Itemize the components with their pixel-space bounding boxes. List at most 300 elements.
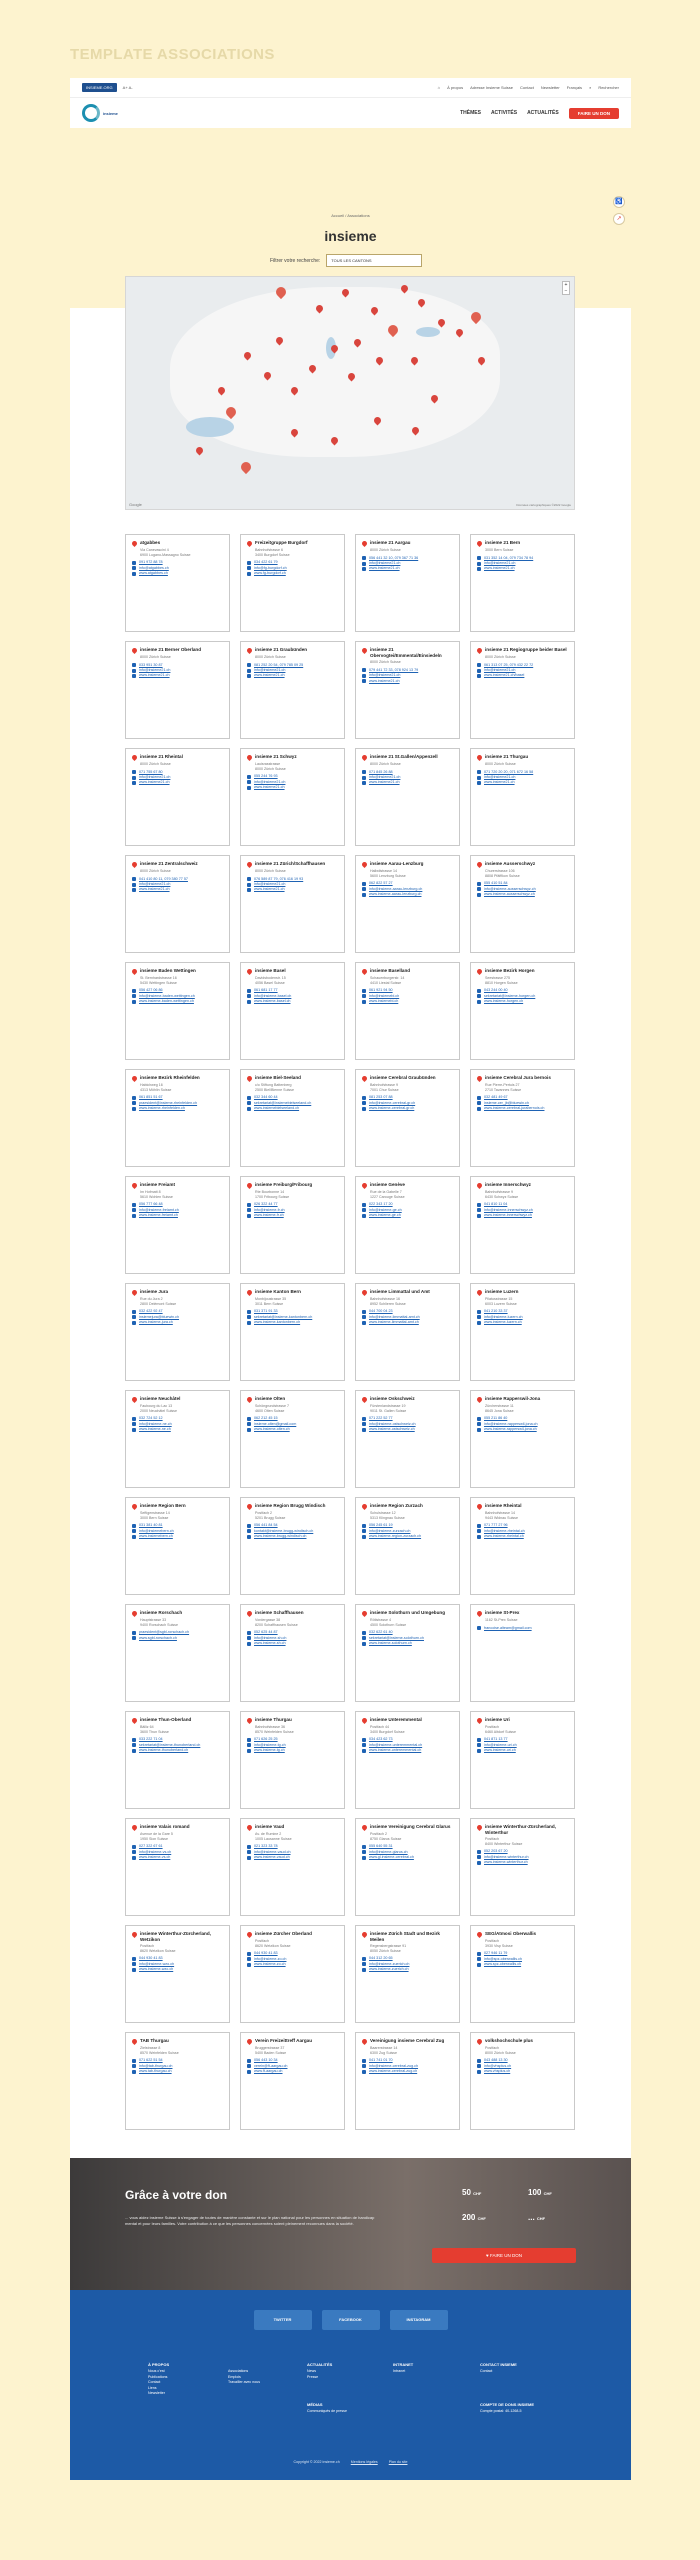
association-card: [125, 1283, 230, 1381]
mail-icon: [247, 1315, 251, 1319]
instagram-button[interactable]: INSTAGRAM: [390, 2310, 448, 2330]
association-address: 8000 Zürich Suisse: [485, 762, 516, 766]
top-link-contact[interactable]: Contact: [520, 85, 534, 90]
association-phone[interactable]: 043 488 13 30: [477, 2058, 569, 2063]
footer-link[interactable]: Contact: [148, 2380, 161, 2385]
association-email[interactable]: info@spz-oberwallis.ch: [477, 1957, 569, 1962]
globe-icon: [362, 1107, 366, 1111]
association-email[interactable]: info@insieme-rheintal.ch: [477, 1529, 569, 1534]
association-phone[interactable]: 071 845 26 88: [362, 770, 454, 775]
association-name: insieme Olten: [255, 1396, 286, 1401]
association-email[interactable]: info@insieme21.ch: [362, 561, 454, 566]
association-website[interactable]: www.insieme-aarau-lenzburg.ch: [362, 892, 454, 897]
association-email[interactable]: verein@ft-aargau.ch: [247, 2064, 339, 2069]
association-email[interactable]: info@insieme21.ch: [247, 780, 339, 785]
legal-link[interactable]: Mentions légales: [350, 2460, 378, 2464]
association-website[interactable]: www.insieme-solothurn.ch: [362, 1641, 454, 1646]
association-phone[interactable]: 081 252 20 54, 079 785 09 25: [247, 663, 339, 668]
filter-row: [270, 254, 422, 267]
donate-button[interactable]: FAIRE UN DON: [569, 108, 619, 119]
amount-option[interactable]: 50 CHF: [462, 2188, 482, 2197]
mail-icon: [477, 1101, 481, 1105]
association-phone[interactable]: 091 972 88 78: [132, 560, 224, 565]
association-phone[interactable]: 061 313 07 25, 079 432 22 72: [477, 663, 569, 668]
association-name: insieme Oskschweiz: [370, 1396, 415, 1401]
association-card: [355, 1604, 460, 1702]
association-name: insieme 21 Zürich/Schaffhausen: [255, 861, 326, 866]
association-website[interactable]: www.insieme-rheintal.ch: [477, 1534, 569, 1539]
footer-link[interactable]: News: [307, 2369, 316, 2374]
association-phone[interactable]: 081 253 07 88: [362, 1095, 454, 1100]
map-pin-icon: [131, 861, 138, 868]
association-email[interactable]: sekretariat@insieme-thunoberland.ch: [132, 1743, 224, 1748]
association-email[interactable]: info@insieme-innerschwyz.ch: [477, 1208, 569, 1213]
association-email[interactable]: sekretariat@insieme-solothurn.ch: [362, 1636, 454, 1641]
association-website[interactable]: www.insieme21.ch: [362, 679, 454, 684]
association-address: Postfach 8400 Winterthur Suisse: [485, 1837, 523, 1846]
association-card: [125, 748, 230, 846]
association-phone[interactable]: 056 441 32 10, 079 367 71 36: [362, 556, 454, 561]
zoom-controls[interactable]: + −: [562, 281, 570, 295]
association-phone[interactable]: 079 441 72 33, 078 924 13 79: [362, 668, 454, 673]
footer-link[interactable]: Newsletter: [148, 2391, 165, 2396]
map[interactable]: [125, 276, 575, 510]
association-email[interactable]: info@insieme-unteremmental.ch: [362, 1743, 454, 1748]
sitemap-link[interactable]: Plan du site: [388, 2460, 408, 2464]
association-email[interactable]: info@insieme-basel.ch: [247, 994, 339, 999]
association-name: insieme Ausserschwyz: [485, 861, 536, 866]
association-email[interactable]: info@insieme21.ch: [132, 882, 224, 887]
globe-icon: [247, 888, 251, 892]
phone-icon: [362, 556, 366, 560]
association-email[interactable]: insieme.olten@gmail.com: [247, 1422, 339, 1427]
association-phone[interactable]: 061 921 94 50: [362, 988, 454, 993]
insieme-org-badge[interactable]: INSIEME.ORG: [82, 83, 117, 92]
association-website[interactable]: www.insieme21.ch/basel: [477, 673, 569, 678]
globe-icon: [362, 1535, 366, 1539]
association-email[interactable]: info@insieme-rapperswil-jona.ch: [477, 1422, 569, 1427]
association-phone[interactable]: 031 371 91 33: [247, 1309, 339, 1314]
association-phone[interactable]: 052 625 44 87: [247, 1630, 339, 1635]
facebook-button[interactable]: FACEBOOK: [322, 2310, 380, 2330]
association-phone[interactable]: 032 622 61 40: [362, 1630, 454, 1635]
association-phone[interactable]: 031 381 40 81: [132, 1523, 224, 1528]
association-email[interactable]: info@insieme21.ch: [132, 668, 224, 673]
phone-icon: [477, 1096, 481, 1100]
canton-select[interactable]: TOUS LES CANTONS: [326, 254, 422, 267]
association-website[interactable]: www.vhsplus.ch: [477, 2069, 569, 2074]
home-icon[interactable]: ⌂: [437, 85, 441, 90]
mail-icon: [247, 1422, 251, 1426]
association-website[interactable]: www.insieme21.ch: [477, 566, 569, 571]
footer-link[interactable]: Liens: [148, 2385, 157, 2390]
association-email[interactable]: info@insieme-tg.ch: [247, 1743, 339, 1748]
top-link-newsletter[interactable]: Newsletter: [540, 85, 560, 90]
globe-icon: [247, 572, 251, 576]
association-phone[interactable]: 062 822 57 27: [362, 881, 454, 886]
phone-icon: [247, 663, 251, 667]
association-email[interactable]: info@insieme-wzo.ch: [132, 1962, 224, 1967]
association-email[interactable]: info@insieme-zuerich.ch: [362, 1962, 454, 1967]
association-phone[interactable]: 056 777 66 48: [132, 1202, 224, 1207]
association-phone[interactable]: 032 422 92 47: [132, 1309, 224, 1314]
association-name: insieme 21 Thurgau: [485, 754, 529, 759]
association-website[interactable]: www.insieme21.ch: [362, 566, 454, 571]
association-website[interactable]: www.fg-burgdorf.ch: [247, 571, 339, 576]
association-email[interactable]: info@insieme-aarau-lenzburg.ch: [362, 887, 454, 892]
association-phone[interactable]: 034 422 61 79: [247, 560, 339, 565]
association-website[interactable]: www.insieme-jura.ch: [132, 1320, 224, 1325]
mail-icon: [247, 883, 251, 887]
association-phone[interactable]: 076 589 87 79, 076 416 19 93: [247, 877, 339, 882]
association-email[interactable]: info@insieme-cerebral-zug.ch: [362, 2064, 454, 2069]
association-phone[interactable]: 021 323 33 78: [247, 1844, 339, 1849]
footer-link[interactable]: Travailler avec nous: [228, 2380, 261, 2385]
association-website[interactable]: www.insieme-horgen.ch: [477, 999, 569, 1004]
association-website[interactable]: www.sgbl-rorschach.ch: [132, 1636, 224, 1641]
association-name: insieme Biel-Seeland: [255, 1075, 301, 1080]
association-phone[interactable]: francoise.alteam@gmail.com: [477, 1626, 569, 1631]
association-email[interactable]: info@insieme-luzern.ch: [477, 1315, 569, 1320]
association-email[interactable]: info@insiemebl.ch: [362, 994, 454, 999]
association-website[interactable]: www.insieme-brugg-windisch.ch: [247, 1534, 339, 1539]
association-website[interactable]: www.insieme-cerebral-jurabernois.ch: [477, 1106, 569, 1111]
association-website[interactable]: www.insieme-ne.ch: [132, 1427, 224, 1432]
map-pin-icon: [476, 968, 483, 975]
association-phone[interactable]: 071 222 52 77: [362, 1416, 454, 1421]
association-website[interactable]: www.insieme21.ch: [362, 780, 454, 785]
association-phone[interactable]: 055 640 55 31: [362, 1844, 454, 1849]
association-website[interactable]: www.insieme-basel.ch: [247, 999, 339, 1004]
association-card: [355, 1176, 460, 1274]
association-name: insieme Valais romand: [140, 1824, 190, 1829]
phone-icon: [132, 1631, 136, 1635]
association-email[interactable]: info@insieme-limmattal-amt.ch: [362, 1315, 454, 1320]
association-address: Davidsbodenstr. 15 4056 Basel Suisse: [255, 976, 286, 985]
association-phone[interactable]: 022 343 17 20: [362, 1202, 454, 1207]
association-email[interactable]: info@insieme-freiamt.ch: [132, 1208, 224, 1213]
association-email[interactable]: info@insieme-vs.ch: [132, 1850, 224, 1855]
twitter-button[interactable]: TWITTER: [254, 2310, 312, 2330]
association-email[interactable]: info@insieme-ostschweiz.ch: [362, 1422, 454, 1427]
footer-link[interactable]: Associations: [228, 2369, 249, 2374]
association-phone[interactable]: 027 946 11 79: [477, 1951, 569, 1956]
footer-link[interactable]: Contact: [480, 2369, 493, 2374]
association-website[interactable]: www.insieme21.ch: [247, 673, 339, 678]
association-phone[interactable]: 044 930 41 83: [132, 1956, 224, 1961]
association-address: St. Bernhardstrasse 16 5430 Wettingen Suisse: [140, 976, 177, 985]
association-phone[interactable]: 055 410 51 84: [477, 881, 569, 886]
association-email[interactable]: praesident@insieme-rheinfelden.ch: [132, 1101, 224, 1106]
association-website[interactable]: www.insieme-baden-wettingen.ch: [132, 999, 224, 1004]
association-website[interactable]: www.insieme-vs.ch: [132, 1855, 224, 1860]
association-email[interactable]: info@insieme-ge.ch: [362, 1208, 454, 1213]
association-name: insieme 21 Aargau: [370, 540, 411, 545]
association-email[interactable]: info@insieme-uri.ch: [477, 1743, 569, 1748]
association-website[interactable]: www.insieme-freiamt.ch: [132, 1213, 224, 1218]
accessibility-icon[interactable]: ♿: [613, 196, 625, 208]
phone-icon: [477, 1310, 481, 1314]
top-link-adresse[interactable]: Adresse Insieme Suisse: [470, 85, 514, 90]
association-website[interactable]: www.insiemebielseeland.ch: [247, 1106, 339, 1111]
association-website[interactable]: www.insieme-zo.ch: [247, 1962, 339, 1967]
map-pin-icon: [361, 1931, 368, 1938]
phone-icon: [132, 1096, 136, 1100]
association-phone[interactable]: 041 210 33 37: [477, 1309, 569, 1314]
association-website[interactable]: www.insieme-zuerich.ch: [362, 1967, 454, 1972]
footer-link[interactable]: Publications: [148, 2374, 168, 2379]
map-pin-icon: [131, 2038, 138, 2045]
mail-icon: [477, 1957, 481, 1961]
association-phone[interactable]: 056 427 06 86: [132, 988, 224, 993]
association-phone[interactable]: 056 443 10 34: [247, 2058, 339, 2063]
association-website[interactable]: www.insieme-luzern.ch: [477, 1320, 569, 1325]
phone-icon: [247, 1631, 251, 1635]
association-phone[interactable]: 044 930 41 83: [247, 1951, 339, 1956]
association-website[interactable]: www.insieme-fr.ch: [247, 1213, 339, 1218]
footer-link[interactable]: Nous c'est: [148, 2369, 165, 2374]
association-website[interactable]: www.insieme-rapperswil-jona.ch: [477, 1427, 569, 1432]
association-email[interactable]: info@insieme21.ch: [477, 561, 569, 566]
map-pin-icon: [476, 1075, 483, 1082]
association-website[interactable]: www.insieme-ge.ch: [362, 1213, 454, 1218]
association-email[interactable]: info@insiemebern.ch: [132, 1529, 224, 1534]
association-website[interactable]: www.insiemebern.ch: [132, 1534, 224, 1539]
association-phone[interactable]: 026 322 44 77: [247, 1202, 339, 1207]
association-phone[interactable]: 055 244 76 93: [247, 774, 339, 779]
search-icon[interactable]: ⌕: [589, 85, 592, 90]
association-website[interactable]: www.insieme-cerebral-gr.ch: [362, 1106, 454, 1111]
association-email[interactable]: info@vhsplus.ch: [477, 2064, 569, 2069]
map-marker[interactable]: [195, 446, 205, 456]
association-email[interactable]: info@insieme21.ch: [247, 882, 339, 887]
search-link[interactable]: Rechercher: [598, 85, 619, 90]
association-website[interactable]: www.insieme21.ch: [477, 780, 569, 785]
association-email[interactable]: info@insieme-winterthur.ch: [477, 1855, 569, 1860]
association-phone[interactable]: 027 322 67 61: [132, 1844, 224, 1849]
association-phone[interactable]: 041 410 80 11, 079 380 77 57: [132, 877, 224, 882]
association-website[interactable]: www.insieme-thunoberland.ch: [132, 1748, 224, 1753]
association-website[interactable]: www.insieme-kantonbern.ch: [247, 1320, 339, 1325]
association-phone[interactable]: 062 212 45 15: [247, 1416, 339, 1421]
association-phone[interactable]: 061 851 51 67: [132, 1095, 224, 1100]
nav-item-actualites[interactable]: ACTUALITÉS: [527, 110, 559, 116]
map-pin-icon: [361, 861, 368, 868]
association-card: [355, 641, 460, 739]
association-phone[interactable]: 056 245 61 19: [362, 1523, 454, 1528]
association-email[interactable]: info@insieme-zo.ch: [247, 1957, 339, 1962]
association-website[interactable]: www.insieme21.ch: [247, 785, 339, 790]
association-website[interactable]: www.insieme-olten.ch: [247, 1427, 339, 1432]
association-website[interactable]: www.ft-aargau.ch: [247, 2069, 339, 2074]
association-email[interactable]: info@insieme21.ch: [477, 775, 569, 780]
footer-link[interactable]: Emplois: [228, 2374, 241, 2379]
mail-icon: [477, 1529, 481, 1533]
association-name: insieme Thurgau: [255, 1717, 292, 1722]
association-phone[interactable]: 043 244 00 40: [477, 988, 569, 993]
association-email[interactable]: info@atgabbes.ch: [132, 566, 224, 571]
association-website[interactable]: www.insieme-limmattal-amt.ch: [362, 1320, 454, 1325]
association-website[interactable]: www.insieme21.ch: [132, 780, 224, 785]
phone-icon: [247, 2059, 251, 2063]
association-email[interactable]: info@fg-burgdorf.ch: [247, 566, 339, 571]
mail-icon: [132, 1850, 136, 1854]
map-lake: [416, 327, 440, 337]
page: [70, 78, 631, 2480]
association-email[interactable]: info@insieme-glarus.ch: [362, 1850, 454, 1855]
association-phone[interactable]: 044 700 04 23: [362, 1309, 454, 1314]
phone-icon: [362, 1845, 366, 1849]
association-phone[interactable]: 071 626 25 25: [247, 1737, 339, 1742]
association-email[interactable]: info@insieme21.ch: [247, 668, 339, 673]
association-email[interactable]: sekretariat@insieme-horgen.ch: [477, 994, 569, 999]
language-select[interactable]: Français: [566, 85, 583, 90]
association-phone[interactable]: 071 622 51 54: [132, 2058, 224, 2063]
association-website[interactable]: www.insieme-unteremmental.ch: [362, 1748, 454, 1753]
association-email[interactable]: info@insieme-zurzach.ch: [362, 1529, 454, 1534]
association-phone[interactable]: 061 681 17 77: [247, 988, 339, 993]
association-email[interactable]: info@insieme21.ch: [362, 673, 454, 678]
association-phone[interactable]: 041 810 11 04: [477, 1202, 569, 1207]
association-phone[interactable]: 032 344 60 44: [247, 1095, 339, 1100]
association-website[interactable]: www.insieme-winterthur.ch: [477, 1860, 569, 1865]
association-name: Vereinigung insieme Cerebral Zug: [370, 2038, 445, 2043]
association-address: Postfach 8620 Wetzikon Suisse: [140, 1944, 176, 1953]
association-website[interactable]: www.insieme-ostschweiz.ch: [362, 1427, 454, 1432]
association-phone[interactable]: 032 724 52 12: [132, 1416, 224, 1421]
globe-icon: [247, 1535, 251, 1539]
association-website[interactable]: www.insieme-region-zurzach.ch: [362, 1534, 454, 1539]
association-website[interactable]: www.insieme21.ch: [132, 673, 224, 678]
association-website[interactable]: www.insieme-tg.ch: [247, 1748, 339, 1753]
nav-item-themes[interactable]: THÈMES: [460, 110, 481, 116]
association-email[interactable]: info@insieme21.ch: [362, 775, 454, 780]
association-email[interactable]: info@insieme21.ch: [477, 668, 569, 673]
phone-icon: [477, 770, 481, 774]
association-phone[interactable]: 032 481 49 67: [477, 1095, 569, 1100]
map-marker[interactable]: [239, 460, 253, 474]
nav-item-activites[interactable]: ACTIVITÉS: [490, 110, 518, 116]
footer: [70, 2290, 631, 2480]
association-card: [125, 962, 230, 1060]
association-phone[interactable]: 071 720 20 20, 071 672 16 58: [477, 770, 569, 775]
association-phone[interactable]: praesident@sgbl-rorschach.ch: [132, 1630, 224, 1635]
association-email[interactable]: kontakt@insieme-brugg-windisch.ch: [247, 1529, 339, 1534]
mail-icon: [477, 1743, 481, 1747]
globe-icon: [247, 786, 251, 790]
association-name: SEG/Atmosi Oberwallis: [485, 1931, 537, 1936]
association-website[interactable]: www.insiemebl.ch: [362, 999, 454, 1004]
association-email[interactable]: sekretariat@insieme-kantonbern.ch: [247, 1315, 339, 1320]
association-phone[interactable]: 071 755 67 80: [132, 770, 224, 775]
footer-link[interactable]: Intranet: [393, 2369, 406, 2374]
page-title: insieme: [324, 228, 377, 244]
association-website[interactable]: www.tab-thurgau.ch: [132, 2069, 224, 2074]
association-email[interactable]: info@insieme-cerebral-gr.ch: [362, 1101, 454, 1106]
association-website[interactable]: www.atgabbes.ch: [132, 571, 224, 576]
association-website[interactable]: www.insieme21.ch: [132, 887, 224, 892]
association-phone[interactable]: 044 312 20 65: [362, 1956, 454, 1961]
association-website[interactable]: www.insieme-uri.ch: [477, 1748, 569, 1753]
globe-icon: [477, 567, 481, 571]
association-email[interactable]: info@insieme-ne.ch: [132, 1422, 224, 1427]
map-pin-icon: [476, 1931, 483, 1938]
association-email[interactable]: info@insieme-sh.ch: [247, 1636, 339, 1641]
association-card: [355, 1283, 460, 1381]
association-address: Schöngrundstrasse 7 4600 Olten Suisse: [255, 1404, 289, 1413]
association-card: [470, 962, 575, 1060]
association-email[interactable]: info@insieme-baden-wettingen.ch: [132, 994, 224, 999]
association-website[interactable]: www.insieme-innerschwyz.ch: [477, 1213, 569, 1218]
association-phone[interactable]: 056 441 84 54: [247, 1523, 339, 1528]
google-logo: Google: [129, 502, 142, 507]
donation-section: [70, 2158, 631, 2290]
amount-option[interactable]: 200 CHF: [462, 2213, 486, 2222]
association-website[interactable]: www.gl.insieme-cerebral.ch: [362, 1855, 454, 1860]
association-phone[interactable]: 071 777 27 96: [477, 1523, 569, 1528]
association-phone[interactable]: 034 423 62 73: [362, 1737, 454, 1742]
association-email[interactable]: info@insieme-vaud.ch: [247, 1850, 339, 1855]
map-pin-icon: [476, 1289, 483, 1296]
mail-icon: [477, 994, 481, 998]
association-phone[interactable]: 031 352 14 04, 079 734 78 94: [477, 556, 569, 561]
top-link-apropos[interactable]: À propos: [447, 85, 464, 90]
association-website[interactable]: www.spz-oberwallis.ch: [477, 1962, 569, 1967]
contrast-toggle[interactable]: A+ A-: [122, 85, 133, 90]
association-website[interactable]: www.insieme-cerebral-zug.ch: [362, 2069, 454, 2074]
association-address: 1162 St-Prex Suisse: [485, 1618, 518, 1622]
association-website[interactable]: www.insieme-wzo.ch: [132, 1967, 224, 1972]
association-email[interactable]: sekretariat@insiemebielseeland.ch: [247, 1101, 339, 1106]
association-phone[interactable]: 041 741 01 70: [362, 2058, 454, 2063]
association-email[interactable]: info@insieme-ausserschwyz.ch: [477, 887, 569, 892]
association-phone[interactable]: 033 951 30 87: [132, 663, 224, 668]
amount-option[interactable]: 100 CHF: [528, 2188, 552, 2197]
association-email[interactable]: info@insieme-fr.ch: [247, 1208, 339, 1213]
association-website[interactable]: www.insieme-vaud.ch: [247, 1855, 339, 1860]
association-card: [355, 1818, 460, 1916]
association-name: insieme 21 Bern: [485, 540, 521, 545]
association-website[interactable]: www.insieme-ausserschwyz.ch: [477, 892, 569, 897]
association-card: [355, 1711, 460, 1809]
share-icon[interactable]: ↗: [613, 213, 625, 225]
logo[interactable]: [82, 104, 118, 122]
globe-icon: [362, 679, 366, 683]
association-name: insieme Rapperswil-Jona: [485, 1396, 541, 1401]
association-phone[interactable]: 052 203 67 20: [477, 1849, 569, 1854]
association-email[interactable]: info@tab-thurgau.ch: [132, 2064, 224, 2069]
globe-icon: [247, 1749, 251, 1753]
association-website[interactable]: www.insieme21.ch: [247, 887, 339, 892]
association-phone[interactable]: 033 222 71 04: [132, 1737, 224, 1742]
footer-link[interactable]: Presse: [307, 2374, 319, 2379]
association-phone[interactable]: 041 871 13 77: [477, 1737, 569, 1742]
map-pin-icon: [246, 540, 253, 547]
donation-button[interactable]: ♥ FAIRE UN DON: [432, 2248, 576, 2263]
association-website[interactable]: www.insieme-rheinfelden.ch: [132, 1106, 224, 1111]
globe-icon: [362, 1214, 366, 1218]
amount-option[interactable]: ... CHF: [528, 2213, 546, 2222]
map-pin-icon: [131, 1075, 138, 1082]
association-website[interactable]: www.insieme-sh.ch: [247, 1641, 339, 1646]
association-card: [240, 748, 345, 846]
globe-icon: [362, 1000, 366, 1004]
association-email[interactable]: info@insieme21.ch: [132, 775, 224, 780]
association-email[interactable]: insiemejura@bluewin.ch: [132, 1315, 224, 1320]
association-phone[interactable]: 055 211 86 40: [477, 1416, 569, 1421]
association-email[interactable]: insieme.cer_jb@bluewin.ch: [477, 1101, 569, 1106]
map-pin-icon: [246, 1396, 253, 1403]
